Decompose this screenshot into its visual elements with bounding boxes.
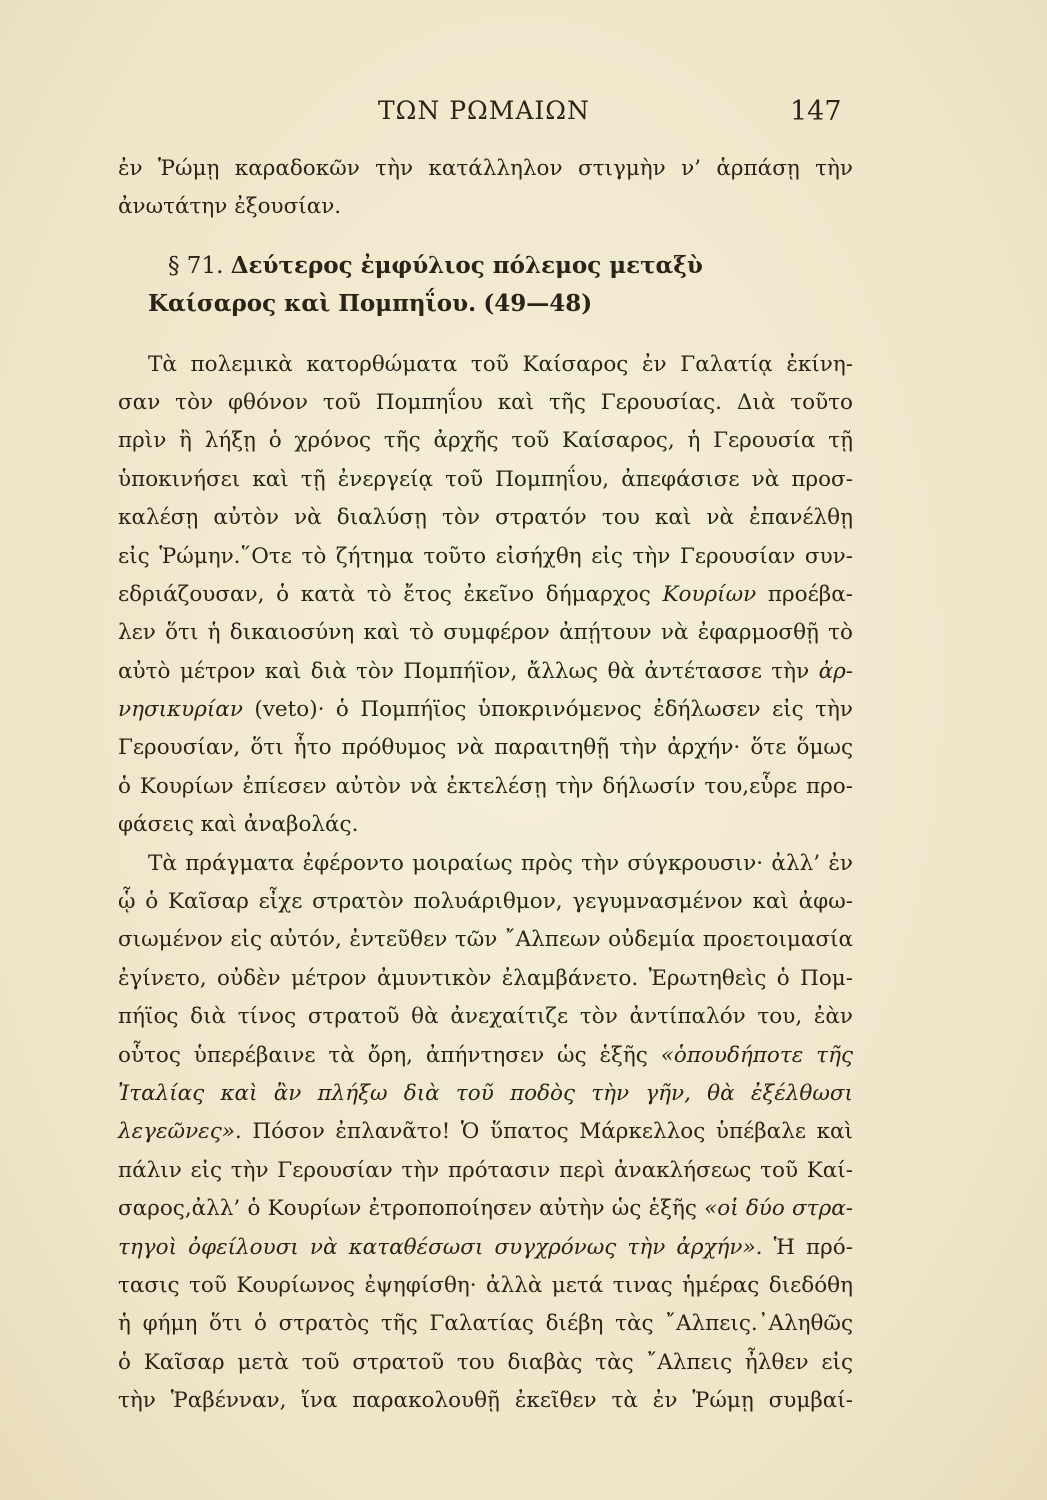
emphasis: Κουρίων — [662, 581, 757, 607]
emphasis: νησικυρίαν — [118, 697, 243, 723]
text-line: ὁ Καῖσαρ μετὰ τοῦ στρατοῦ του διαβὰς τὰς ῎Αλπεις ἦλθεν εἰς — [118, 1349, 853, 1375]
page-number: 147 — [790, 96, 842, 127]
text-line: ἀνωτάτην ἐξουσίαν. — [118, 194, 342, 220]
text-line: Τὰ πράγματα ἐφέροντο μοιραίως πρὸς τὴν σύγκρουσιν· ἀλλ’ ἐν — [148, 850, 853, 876]
text-line: πήϊος διὰ τίνος στρατοῦ θὰ ἀνεχαίτιζε τὸν ἀντίπαλόν του, ἐὰν — [118, 1004, 853, 1030]
running-title: ΤΩΝ ΡΩΜΑΙΩΝ — [378, 96, 590, 125]
section-number: § 71. — [168, 252, 224, 279]
text-line: τὴν Ῥαβένναν, ἵνα παρακολουθῇ ἐκεῖθεν τὰ ἐν Ῥώμῃ συμβαί- — [118, 1388, 853, 1414]
text-line: ἐγίνετο, οὐδὲν μέτρον ἀμυντικὸν ἐλαμβάνετο. Ἐρωτηθεὶς ὁ Πομ- — [118, 965, 853, 991]
text-fragment: (veto)· ὁ Πομπήϊος ὑποκρινόμενος ἐδήλωσεν εἰς τὴν — [254, 697, 853, 723]
text-line: ὑποκινήσει καὶ τῇ ἐνεργείᾳ τοῦ Πομπηΐου, ἀπεφάσισε νὰ προσ- — [118, 466, 853, 492]
text-line: ὁ Κουρίων ἐπίεσεν αὐτὸν νὰ ἐκτελέσῃ τὴν δήλωσίν του,εὗρε προ- — [118, 773, 853, 799]
text-line — [118, 691, 853, 729]
text-fragment: σαρος,ἀλλ’ ὁ Κουρίων ἐτροποποίησεν αὐτὴν ὡς ἑξῆς — [118, 1196, 697, 1222]
text-line — [118, 1037, 853, 1075]
body-text — [118, 150, 853, 1421]
text-line: πρὶν ἢ λήξῃ ὁ χρόνος τῆς ἀρχῆς τοῦ Καίσαρος, ἡ Γερουσία τῇ — [118, 428, 853, 454]
text-fragment: οὗτος ὑπερέβαινε τὰ ὄρη, ἀπήντησεν ὡς ἑξῆς — [118, 1042, 648, 1068]
text-line: Τὰ πολεμικὰ κατορθώματα τοῦ Καίσαρος ἐν Γαλατίᾳ ἐκίνη- — [148, 351, 853, 377]
section-dates: (49—48) — [483, 290, 593, 318]
text-line: ἡ φήμη ὅτι ὁ στρατὸς τῆς Γαλατίας διέβη τὰς ῎Αλπεις.᾿Αληθῶς — [118, 1311, 853, 1337]
section-title-part: Δεύτερος ἐμφύλιος πόλεμος μεταξὺ — [230, 251, 703, 279]
text-fragment: Ἡ πρό- — [773, 1234, 853, 1260]
emphasis: ἀρ- — [818, 658, 853, 684]
quotation: «ὁπουδήποτε τῆς — [660, 1042, 854, 1068]
text-fragment: Πόσον ἐπλανᾶτο! Ὁ ὕπατος Μάρκελλος ὑπέβαλε καὶ — [252, 1119, 853, 1145]
quotation: Ἰταλίας καὶ ἂν πλήξω διὰ τοῦ ποδὸς τὴν γῆν, θὰ ἐξέλθωσι — [118, 1080, 853, 1106]
text-line — [118, 576, 853, 614]
text-line: καλέσῃ αὐτὸν νὰ διαλύσῃ τὸν στρατόν του καὶ νὰ ἐπανέλθῃ — [118, 505, 853, 531]
section-heading — [118, 247, 853, 324]
text-line: εἰς Ῥώμην.῞Οτε τὸ ζήτημα τοῦτο εἰσήχθη εἰς τὴν Γερουσίαν συν- — [118, 543, 853, 569]
text-line — [118, 1113, 853, 1151]
text-line: τασις τοῦ Κουρίωνος ἐψηφίσθη· ἀλλὰ μετά τινας ἡμέρας διεδόθη — [118, 1272, 853, 1298]
text-fragment: αὐτὸ μέτρον καὶ διὰ τὸν Πομπήϊον, ἄλλως θὰ ἀντέτασσε τὴν — [118, 658, 810, 684]
quotation: «οἱ δύο στρα- — [704, 1196, 853, 1222]
quotation: τηγοὶ ὀφείλουσι νὰ καταθέσωσι συγχρόνως τὴν ἀρχήν». — [118, 1234, 763, 1260]
text-line — [118, 653, 853, 691]
text-fragment: εδριάζουσαν, ὁ κατὰ τὸ ἔτος ἐκεῖνο δήμαρχος — [118, 581, 651, 607]
section-heading-line — [118, 285, 853, 323]
text-line: λεν ὅτι ἡ δικαιοσύνη καὶ τὸ συμφέρον ἀπῄτουν νὰ ἐφαρμοσθῇ τὸ — [118, 620, 853, 646]
text-line — [118, 1075, 853, 1113]
text-line: σιωμένον εἰς αὐτόν, ἐντεῦθεν τῶν ῎Αλπεων οὐδεμία προετοιμασία — [118, 927, 853, 953]
text-line: πάλιν εἰς τὴν Γερουσίαν τὴν πρότασιν περὶ ἀνακλήσεως τοῦ Καί- — [118, 1157, 853, 1183]
section-title-part: Καίσαρος καὶ Πομπηΐου. — [148, 290, 477, 318]
text-line — [118, 1229, 853, 1267]
section-heading-line — [118, 247, 853, 285]
text-line: Γερουσίαν, ὅτι ἦτο πρόθυμος νὰ παραιτηθῇ τὴν ἀρχήν· ὅτε ὅμως — [118, 735, 853, 761]
text-line: ἐν Ῥώμῃ καραδοκῶν τὴν κατάλληλον στιγμὴν ν’ ἁρπάσῃ τὴν — [118, 156, 853, 181]
running-head — [0, 96, 1047, 136]
text-line: ᾧ ὁ Καῖσαρ εἶχε στρατὸν πολυάριθμον, γεγυμνασμένον καὶ ἀφω- — [118, 889, 853, 915]
quotation: λεγεῶνες». — [118, 1119, 242, 1145]
text-fragment: προέβα- — [767, 581, 853, 607]
text-line: φάσεις καὶ ἀναβολάς. — [118, 812, 359, 838]
text-line: σαν τὸν φθόνον τοῦ Πομπηΐου καὶ τῆς Γερουσίας. Διὰ τοῦτο — [118, 389, 853, 415]
text-line — [118, 1190, 853, 1228]
